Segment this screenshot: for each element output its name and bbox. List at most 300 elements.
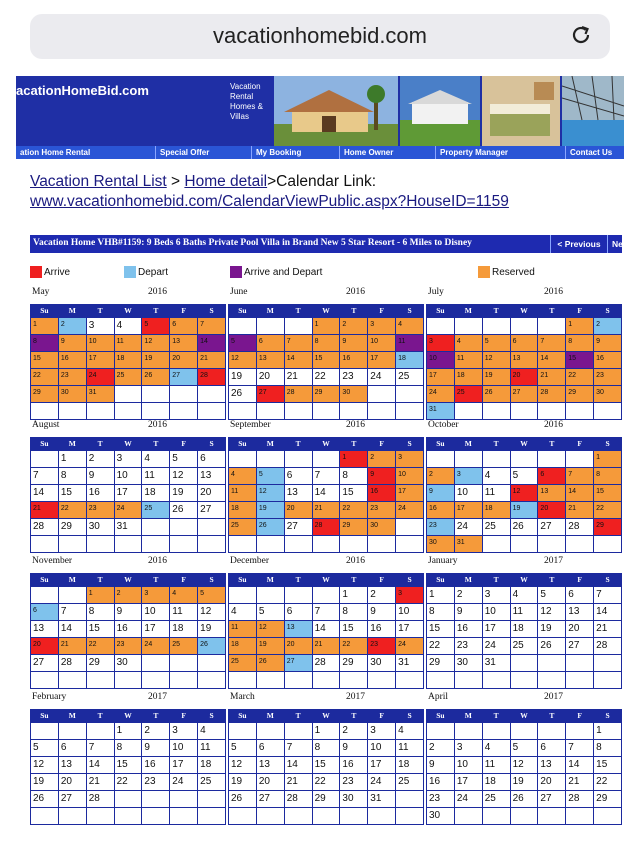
- calendar-day[interactable]: 22: [427, 638, 454, 654]
- calendar-day[interactable]: 31: [396, 655, 423, 671]
- calendar-day[interactable]: 1: [594, 451, 621, 467]
- calendar-day[interactable]: 18: [198, 757, 225, 773]
- calendar-day[interactable]: 12: [257, 621, 284, 637]
- calendar-day[interactable]: 29: [59, 519, 86, 535]
- calendar-day[interactable]: 27: [566, 638, 593, 654]
- calendar-day[interactable]: 10: [368, 335, 395, 351]
- calendar-day[interactable]: 22: [115, 774, 142, 790]
- calendar-day[interactable]: 8: [87, 604, 114, 620]
- calendar-day[interactable]: 7: [31, 468, 58, 484]
- calendar-day[interactable]: 5: [257, 604, 284, 620]
- calendar-day[interactable]: 20: [538, 502, 565, 518]
- calendar-day[interactable]: 15: [594, 757, 621, 773]
- calendar-day[interactable]: 19: [511, 774, 538, 790]
- calendar-day[interactable]: 6: [31, 604, 58, 620]
- calendar-day[interactable]: 26: [142, 369, 169, 385]
- calendar-day[interactable]: 17: [170, 757, 197, 773]
- calendar-day[interactable]: 10: [483, 604, 510, 620]
- calendar-day[interactable]: 2: [455, 587, 482, 603]
- calendar-day[interactable]: 11: [198, 740, 225, 756]
- calendar-day[interactable]: 25: [483, 519, 510, 535]
- calendar-day[interactable]: 5: [142, 318, 169, 334]
- calendar-day[interactable]: 23: [115, 638, 142, 654]
- calendar-day[interactable]: 14: [594, 604, 621, 620]
- calendar-day[interactable]: 20: [170, 352, 197, 368]
- calendar-day[interactable]: 7: [313, 468, 340, 484]
- calendar-day[interactable]: 28: [59, 655, 86, 671]
- calendar-day[interactable]: 24: [368, 369, 395, 385]
- calendar-day[interactable]: 15: [115, 757, 142, 773]
- calendar-day[interactable]: 8: [313, 740, 340, 756]
- calendar-day[interactable]: 21: [198, 352, 225, 368]
- calendar-day[interactable]: 9: [455, 604, 482, 620]
- calendar-day[interactable]: 15: [59, 485, 86, 501]
- calendar-day[interactable]: 4: [142, 451, 169, 467]
- calendar-day[interactable]: 9: [427, 485, 454, 501]
- calendar-day[interactable]: 21: [31, 502, 58, 518]
- calendar-day[interactable]: 9: [427, 757, 454, 773]
- calendar-day[interactable]: 12: [538, 604, 565, 620]
- calendar-day[interactable]: 25: [229, 655, 256, 671]
- calendar-day[interactable]: 23: [594, 369, 621, 385]
- calendar-day[interactable]: 10: [368, 740, 395, 756]
- calendar-day[interactable]: 27: [285, 655, 312, 671]
- calendar-day[interactable]: 18: [483, 502, 510, 518]
- calendar-day[interactable]: 29: [313, 386, 340, 402]
- calendar-day[interactable]: 17: [115, 485, 142, 501]
- calendar-day[interactable]: 9: [87, 468, 114, 484]
- calendar-day[interactable]: 4: [396, 318, 423, 334]
- calendar-day[interactable]: 20: [257, 369, 284, 385]
- calendar-day[interactable]: 30: [59, 386, 86, 402]
- calendar-day[interactable]: 2: [427, 740, 454, 756]
- calendar-day[interactable]: 28: [566, 519, 593, 535]
- calendar-day[interactable]: 14: [313, 621, 340, 637]
- calendar-day[interactable]: 16: [368, 485, 395, 501]
- calendar-day[interactable]: 14: [538, 352, 565, 368]
- calendar-day[interactable]: 28: [31, 519, 58, 535]
- calendar-day[interactable]: 6: [257, 740, 284, 756]
- calendar-day[interactable]: 7: [285, 740, 312, 756]
- calendar-day[interactable]: 4: [396, 723, 423, 739]
- calendar-day[interactable]: 15: [313, 757, 340, 773]
- calendar-day[interactable]: 29: [340, 519, 367, 535]
- calendar-day[interactable]: 3: [170, 723, 197, 739]
- calendar-day[interactable]: 10: [170, 740, 197, 756]
- calendar-day[interactable]: 10: [427, 352, 454, 368]
- address-bar[interactable]: [30, 14, 610, 59]
- calendar-day[interactable]: 28: [285, 386, 312, 402]
- calendar-day[interactable]: 12: [257, 485, 284, 501]
- nav-home-owner[interactable]: Home Owner: [340, 146, 436, 159]
- calendar-day[interactable]: 24: [396, 502, 423, 518]
- calendar-day[interactable]: 7: [594, 587, 621, 603]
- calendar-day[interactable]: 11: [396, 335, 423, 351]
- calendar-day[interactable]: 7: [59, 604, 86, 620]
- calendar-day[interactable]: 18: [142, 485, 169, 501]
- calendar-day[interactable]: 9: [59, 335, 86, 351]
- calendar-day[interactable]: 13: [285, 485, 312, 501]
- calendar-day[interactable]: 17: [142, 621, 169, 637]
- reload-icon[interactable]: [568, 22, 594, 48]
- calendar-day[interactable]: 8: [59, 468, 86, 484]
- calendar-day[interactable]: 28: [566, 791, 593, 807]
- calendar-day[interactable]: 17: [396, 485, 423, 501]
- calendar-day[interactable]: 9: [340, 740, 367, 756]
- calendar-day[interactable]: 19: [257, 638, 284, 654]
- calendar-day[interactable]: 8: [340, 468, 367, 484]
- calendar-day[interactable]: 16: [455, 621, 482, 637]
- calendar-day[interactable]: 5: [538, 587, 565, 603]
- calendar-day[interactable]: 25: [483, 791, 510, 807]
- calendar-day[interactable]: 9: [594, 335, 621, 351]
- calendar-day[interactable]: 17: [455, 502, 482, 518]
- calendar-day[interactable]: 27: [198, 502, 225, 518]
- calendar-day[interactable]: 23: [368, 502, 395, 518]
- calendar-day[interactable]: 21: [285, 369, 312, 385]
- calendar-day[interactable]: 3: [396, 587, 423, 603]
- calendar-day[interactable]: 24: [396, 638, 423, 654]
- calendar-day[interactable]: 28: [313, 519, 340, 535]
- calendar-day[interactable]: 3: [142, 587, 169, 603]
- calendar-day[interactable]: 10: [455, 757, 482, 773]
- calendar-day[interactable]: 14: [566, 757, 593, 773]
- calendar-day[interactable]: 2: [368, 451, 395, 467]
- calendar-day[interactable]: 13: [538, 485, 565, 501]
- calendar-day[interactable]: 31: [427, 403, 454, 419]
- calendar-day[interactable]: 30: [368, 655, 395, 671]
- calendar-day[interactable]: 23: [427, 791, 454, 807]
- calendar-day[interactable]: 24: [87, 369, 114, 385]
- calendar-day[interactable]: 3: [455, 468, 482, 484]
- calendar-day[interactable]: 26: [170, 502, 197, 518]
- calendar-day[interactable]: 6: [511, 335, 538, 351]
- calendar-day[interactable]: 27: [257, 791, 284, 807]
- calendar-day[interactable]: 13: [511, 352, 538, 368]
- calendar-day[interactable]: 2: [340, 723, 367, 739]
- calendar-day[interactable]: 18: [115, 352, 142, 368]
- calendar-day[interactable]: 16: [142, 757, 169, 773]
- calendar-day[interactable]: 21: [594, 621, 621, 637]
- calendar-day[interactable]: 21: [59, 638, 86, 654]
- calendar-day[interactable]: 30: [340, 386, 367, 402]
- calendar-day[interactable]: 20: [511, 369, 538, 385]
- calendar-day[interactable]: 29: [427, 655, 454, 671]
- calendar-day[interactable]: 16: [368, 621, 395, 637]
- calendar-day[interactable]: 18: [396, 352, 423, 368]
- calendar-day[interactable]: 2: [427, 468, 454, 484]
- calendar-day[interactable]: 3: [115, 451, 142, 467]
- calendar-day[interactable]: 11: [455, 352, 482, 368]
- calendar-day[interactable]: 15: [566, 352, 593, 368]
- calendar-day[interactable]: 12: [511, 757, 538, 773]
- calendar-day[interactable]: 6: [285, 604, 312, 620]
- calendar-day[interactable]: 21: [566, 502, 593, 518]
- calendar-day[interactable]: 25: [396, 774, 423, 790]
- calendar-day[interactable]: 25: [396, 369, 423, 385]
- calendar-day[interactable]: 17: [483, 621, 510, 637]
- calendar-day[interactable]: 26: [31, 791, 58, 807]
- calendar-day[interactable]: 23: [59, 369, 86, 385]
- previous-button[interactable]: < Previous: [550, 235, 608, 253]
- calendar-day[interactable]: 10: [396, 604, 423, 620]
- calendar-day[interactable]: 29: [313, 791, 340, 807]
- calendar-day[interactable]: 29: [594, 519, 621, 535]
- calendar-day[interactable]: 15: [313, 352, 340, 368]
- calendar-day[interactable]: 20: [31, 638, 58, 654]
- calendar-day[interactable]: 25: [115, 369, 142, 385]
- calendar-day[interactable]: 14: [59, 621, 86, 637]
- calendar-day[interactable]: 13: [31, 621, 58, 637]
- calendar-day[interactable]: 15: [31, 352, 58, 368]
- calendar-day[interactable]: 28: [313, 655, 340, 671]
- calendar-day[interactable]: 24: [170, 774, 197, 790]
- calendar-day[interactable]: 5: [229, 335, 256, 351]
- calendar-day[interactable]: 16: [594, 352, 621, 368]
- calendar-day[interactable]: 16: [115, 621, 142, 637]
- calendar-day[interactable]: 27: [511, 386, 538, 402]
- calendar-day[interactable]: 27: [170, 369, 197, 385]
- calendar-day[interactable]: 2: [340, 318, 367, 334]
- url-text[interactable]: vacationhomebid.com: [212, 23, 427, 48]
- calendar-day[interactable]: 6: [538, 468, 565, 484]
- nav-my-booking[interactable]: My Booking: [252, 146, 340, 159]
- calendar-day[interactable]: 11: [229, 621, 256, 637]
- calendar-day[interactable]: 3: [427, 335, 454, 351]
- calendar-day[interactable]: 24: [455, 519, 482, 535]
- calendar-day[interactable]: 25: [170, 638, 197, 654]
- calendar-day[interactable]: 26: [257, 655, 284, 671]
- calendar-day[interactable]: 21: [538, 369, 565, 385]
- calendar-day[interactable]: 8: [31, 335, 58, 351]
- calendar-day[interactable]: 27: [31, 655, 58, 671]
- calendar-day[interactable]: 19: [142, 352, 169, 368]
- calendar-day[interactable]: 26: [198, 638, 225, 654]
- calendar-day[interactable]: 23: [368, 638, 395, 654]
- calendar-day[interactable]: 30: [455, 655, 482, 671]
- calendar-day[interactable]: 8: [594, 740, 621, 756]
- calendar-day[interactable]: 22: [340, 502, 367, 518]
- calendar-day[interactable]: 17: [455, 774, 482, 790]
- calendar-day[interactable]: 25: [198, 774, 225, 790]
- calendar-day[interactable]: 1: [340, 451, 367, 467]
- calendar-day[interactable]: 20: [566, 621, 593, 637]
- calendar-day[interactable]: 4: [229, 468, 256, 484]
- calendar-day[interactable]: 27: [59, 791, 86, 807]
- calendar-day[interactable]: 4: [511, 587, 538, 603]
- calendar-day[interactable]: 4: [455, 335, 482, 351]
- calendar-day[interactable]: 18: [396, 757, 423, 773]
- calendar-day[interactable]: 21: [87, 774, 114, 790]
- calendar-day[interactable]: 8: [313, 335, 340, 351]
- calendar-day[interactable]: 1: [31, 318, 58, 334]
- calendar-day[interactable]: 26: [511, 791, 538, 807]
- calendar-day[interactable]: 25: [142, 502, 169, 518]
- calendar-day[interactable]: 22: [594, 774, 621, 790]
- calendar-day[interactable]: 22: [566, 369, 593, 385]
- calendar-day[interactable]: 17: [368, 352, 395, 368]
- calendar-day[interactable]: 21: [285, 774, 312, 790]
- calendar-day[interactable]: 31: [87, 386, 114, 402]
- calendar-day[interactable]: 3: [455, 740, 482, 756]
- calendar-day[interactable]: 5: [229, 740, 256, 756]
- calendar-day[interactable]: 27: [538, 519, 565, 535]
- calendar-day[interactable]: 9: [368, 468, 395, 484]
- calendar-day[interactable]: 12: [483, 352, 510, 368]
- calendar-day[interactable]: 13: [566, 604, 593, 620]
- calendar-day[interactable]: 15: [427, 621, 454, 637]
- calendar-day[interactable]: 1: [87, 587, 114, 603]
- calendar-day[interactable]: 26: [511, 519, 538, 535]
- calendar-day[interactable]: 5: [511, 740, 538, 756]
- calendar-day[interactable]: 5: [257, 468, 284, 484]
- calendar-day[interactable]: 14: [566, 485, 593, 501]
- breadcrumb-vacation-rental-list[interactable]: Vacation Rental List: [30, 173, 167, 190]
- calendar-day[interactable]: 6: [285, 468, 312, 484]
- calendar-day[interactable]: 9: [368, 604, 395, 620]
- calendar-day[interactable]: 19: [198, 621, 225, 637]
- calendar-day[interactable]: 12: [511, 485, 538, 501]
- calendar-day[interactable]: 8: [566, 335, 593, 351]
- calendar-day[interactable]: 24: [142, 638, 169, 654]
- calendar-day[interactable]: 10: [87, 335, 114, 351]
- calendar-day[interactable]: 27: [257, 386, 284, 402]
- calendar-day[interactable]: 7: [566, 468, 593, 484]
- nav-property-manager[interactable]: Property Manager: [436, 146, 566, 159]
- calendar-day[interactable]: 8: [340, 604, 367, 620]
- calendar-day[interactable]: 20: [538, 774, 565, 790]
- calendar-day[interactable]: 19: [483, 369, 510, 385]
- site-logo[interactable]: acationHomeBid.com: [16, 83, 149, 98]
- calendar-day[interactable]: 13: [170, 335, 197, 351]
- calendar-day[interactable]: 20: [59, 774, 86, 790]
- calendar-day[interactable]: 16: [87, 485, 114, 501]
- calendar-day[interactable]: 20: [285, 638, 312, 654]
- calendar-day[interactable]: 29: [340, 655, 367, 671]
- calendar-day[interactable]: 19: [170, 485, 197, 501]
- calendar-day[interactable]: 31: [483, 655, 510, 671]
- calendar-day[interactable]: 17: [87, 352, 114, 368]
- calendar-day[interactable]: 28: [285, 791, 312, 807]
- calendar-day[interactable]: 6: [170, 318, 197, 334]
- calendar-day[interactable]: 31: [455, 536, 482, 552]
- calendar-day[interactable]: 22: [87, 638, 114, 654]
- calendar-day[interactable]: 6: [257, 335, 284, 351]
- calendar-day[interactable]: 30: [427, 808, 454, 824]
- calendar-day[interactable]: 1: [59, 451, 86, 467]
- calendar-day[interactable]: 4: [229, 604, 256, 620]
- calendar-day[interactable]: 3: [87, 318, 114, 334]
- calendar-day[interactable]: 4: [170, 587, 197, 603]
- calendar-day[interactable]: 24: [115, 502, 142, 518]
- calendar-day[interactable]: 18: [511, 621, 538, 637]
- calendar-day[interactable]: 14: [87, 757, 114, 773]
- calendar-day[interactable]: 20: [198, 485, 225, 501]
- calendar-day[interactable]: 30: [594, 386, 621, 402]
- calendar-day[interactable]: 16: [427, 502, 454, 518]
- calendar-day[interactable]: 9: [115, 604, 142, 620]
- calendar-day[interactable]: 2: [368, 587, 395, 603]
- calendar-day[interactable]: 23: [87, 502, 114, 518]
- calendar-day[interactable]: 13: [257, 352, 284, 368]
- calendar-day[interactable]: 16: [340, 757, 367, 773]
- calendar-day[interactable]: 23: [455, 638, 482, 654]
- calendar-day[interactable]: 10: [142, 604, 169, 620]
- calendar-day[interactable]: 11: [396, 740, 423, 756]
- calendar-day[interactable]: 25: [511, 638, 538, 654]
- calendar-day[interactable]: 4: [115, 318, 142, 334]
- calendar-day[interactable]: 19: [229, 369, 256, 385]
- calendar-day[interactable]: 4: [483, 740, 510, 756]
- calendar-day[interactable]: 24: [455, 791, 482, 807]
- calendar-day[interactable]: 23: [142, 774, 169, 790]
- calendar-day[interactable]: 31: [368, 791, 395, 807]
- calendar-day[interactable]: 9: [340, 335, 367, 351]
- calendar-day[interactable]: 28: [87, 791, 114, 807]
- calendar-day[interactable]: 22: [313, 774, 340, 790]
- calendar-day[interactable]: 2: [115, 587, 142, 603]
- calendar-day[interactable]: 11: [115, 335, 142, 351]
- calendar-day[interactable]: 23: [340, 369, 367, 385]
- calendar-day[interactable]: 26: [538, 638, 565, 654]
- calendar-day[interactable]: 6: [59, 740, 86, 756]
- calendar-day[interactable]: 3: [368, 318, 395, 334]
- calendar-day[interactable]: 15: [594, 485, 621, 501]
- calendar-day[interactable]: 24: [427, 386, 454, 402]
- calendar-day[interactable]: 1: [115, 723, 142, 739]
- calendar-day[interactable]: 1: [313, 318, 340, 334]
- calendar-day[interactable]: 11: [483, 485, 510, 501]
- calendar-day[interactable]: 12: [198, 604, 225, 620]
- calendar-day[interactable]: 9: [142, 740, 169, 756]
- calendar-day[interactable]: 30: [87, 519, 114, 535]
- calendar-day[interactable]: 22: [31, 369, 58, 385]
- calendar-day[interactable]: 1: [313, 723, 340, 739]
- calendar-day[interactable]: 15: [340, 485, 367, 501]
- calendar-day[interactable]: 4: [198, 723, 225, 739]
- calendar-day[interactable]: 21: [566, 774, 593, 790]
- calendar-day[interactable]: 8: [115, 740, 142, 756]
- calendar-day[interactable]: 2: [59, 318, 86, 334]
- calendar-day[interactable]: 1: [427, 587, 454, 603]
- calendar-day[interactable]: 14: [31, 485, 58, 501]
- calendar-day[interactable]: 28: [198, 369, 225, 385]
- calendar-day[interactable]: 16: [427, 774, 454, 790]
- calendar-day[interactable]: 7: [198, 318, 225, 334]
- calendar-day[interactable]: 19: [538, 621, 565, 637]
- nav-vacation-home-rental[interactable]: ation Home Rental: [16, 146, 156, 159]
- calendar-day[interactable]: 21: [313, 502, 340, 518]
- calendar-day[interactable]: 30: [115, 655, 142, 671]
- calendar-day[interactable]: 17: [368, 757, 395, 773]
- calendar-day[interactable]: 11: [170, 604, 197, 620]
- calendar-day[interactable]: 1: [340, 587, 367, 603]
- calendar-day[interactable]: 26: [257, 519, 284, 535]
- calendar-day[interactable]: 13: [59, 757, 86, 773]
- calendar-day[interactable]: 26: [229, 791, 256, 807]
- next-button[interactable]: Next>: [612, 239, 636, 249]
- calendar-day[interactable]: 14: [285, 757, 312, 773]
- calendar-day[interactable]: 19: [31, 774, 58, 790]
- calendar-day[interactable]: 10: [115, 468, 142, 484]
- calendar-day[interactable]: 26: [229, 386, 256, 402]
- calendar-day[interactable]: 18: [483, 774, 510, 790]
- calendar-day[interactable]: 17: [396, 621, 423, 637]
- calendar-day[interactable]: 10: [396, 468, 423, 484]
- calendar-day[interactable]: 27: [285, 519, 312, 535]
- calendar-day[interactable]: 29: [594, 791, 621, 807]
- calendar-day[interactable]: 6: [538, 740, 565, 756]
